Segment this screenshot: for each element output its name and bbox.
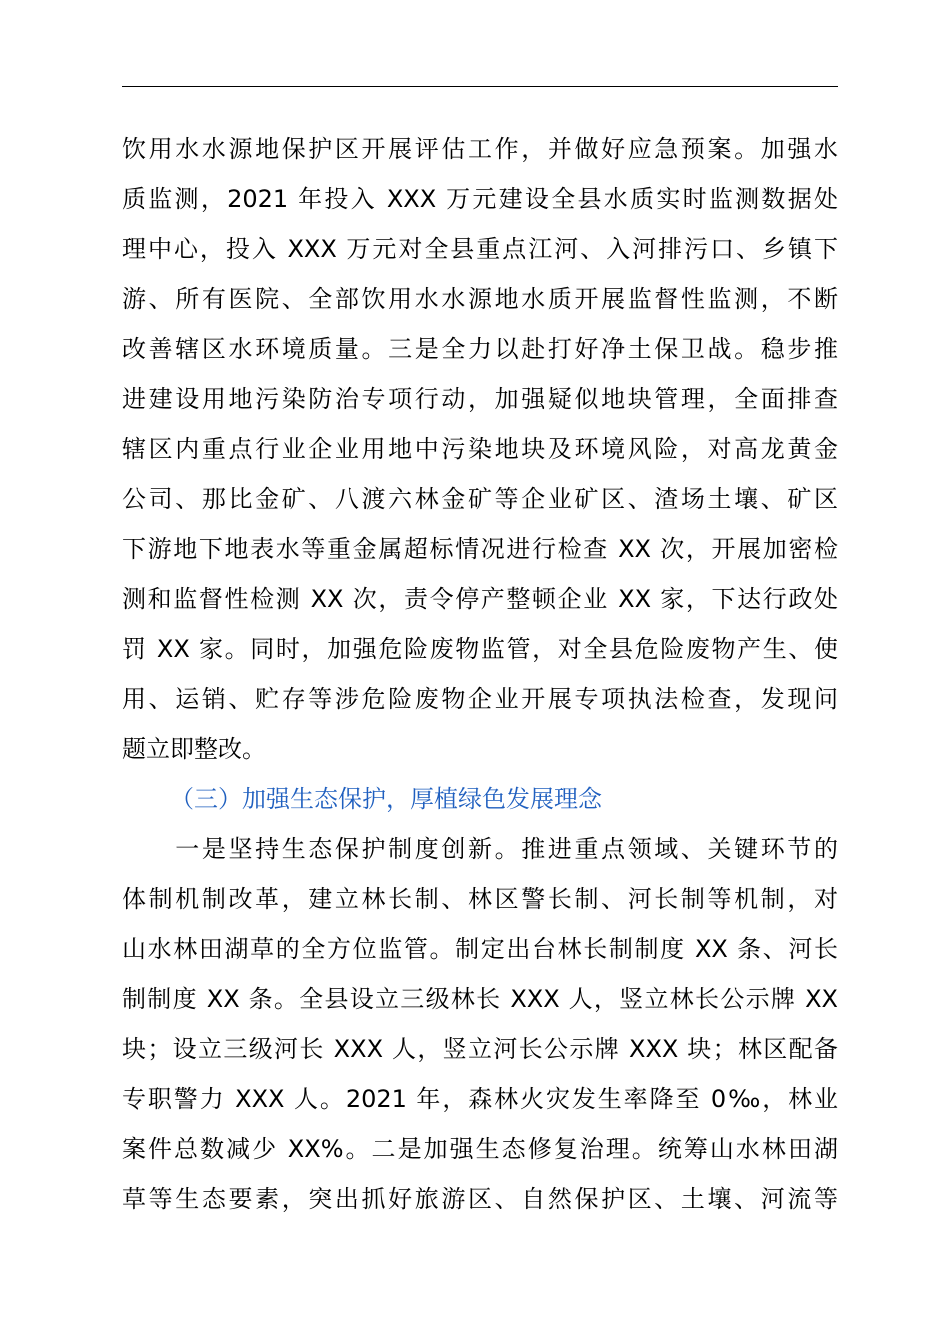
text-line: 一是坚持生态保护制度创新。推进重点领域、关键环节的: [122, 835, 838, 863]
text-line: 体制机制改革，建立林长制、林区警长制、河长制等机制，对: [122, 885, 838, 913]
text-line: 山水林田湖草的全方位监管。制定出台林长制制度 XX 条、河长: [122, 935, 838, 963]
text-line: 理中心，投入 XXX 万元对全县重点江河、入河排污口、乡镇下: [122, 235, 838, 263]
text-line: 进建设用地污染防治专项行动，加强疑似地块管理，全面排查: [122, 385, 838, 413]
text-line: 块；设立三级河长 XXX 人，竖立河长公示牌 XXX 块；林区配备: [122, 1035, 838, 1063]
text-line: 罚 XX 家。同时，加强危险废物监管，对全县危险废物产生、使: [122, 635, 838, 663]
text-line: 公司、那比金矿、八渡六林金矿等企业矿区、渣场土壤、矿区: [122, 485, 838, 513]
text-line: 测和监督性检测 XX 次，责令停产整顿企业 XX 家，下达行政处: [122, 585, 838, 613]
text-line: 案件总数减少 XX%。二是加强生态修复治理。统筹山水林田湖: [122, 1135, 838, 1163]
text-line: 制制度 XX 条。全县设立三级林长 XXX 人，竖立林长公示牌 XX: [122, 985, 838, 1013]
text-line: 游、所有医院、全部饮用水水源地水质开展监督性监测，不断: [122, 285, 838, 313]
text-line: 饮用水水源地保护区开展评估工作，并做好应急预案。加强水: [122, 135, 838, 163]
text-line: 改善辖区水环境质量。三是全力以赴打好净土保卫战。稳步推: [122, 335, 838, 363]
text-line: 质监测，2021 年投入 XXX 万元建设全县水质实时监测数据处: [122, 185, 838, 213]
header-rule: [122, 86, 838, 87]
text-line: 下游地下地表水等重金属超标情况进行检查 XX 次，开展加密检: [122, 535, 838, 563]
text-line: 题立即整改。: [122, 735, 266, 763]
document-body: [122, 124, 838, 1224]
text-line: 草等生态要素，突出抓好旅游区、自然保护区、土壤、河流等: [122, 1185, 838, 1213]
text-line: 用、运销、贮存等涉危险废物企业开展专项执法检查，发现问: [122, 685, 838, 713]
text-line: 辖区内重点行业企业用地中污染地块及环境风险，对高龙黄金: [122, 435, 838, 463]
section-heading: （三）加强生态保护，厚植绿色发展理念: [170, 785, 602, 813]
text-line: 专职警力 XXX 人。2021 年，森林火灾发生率降至 0‰，林业: [122, 1085, 838, 1113]
